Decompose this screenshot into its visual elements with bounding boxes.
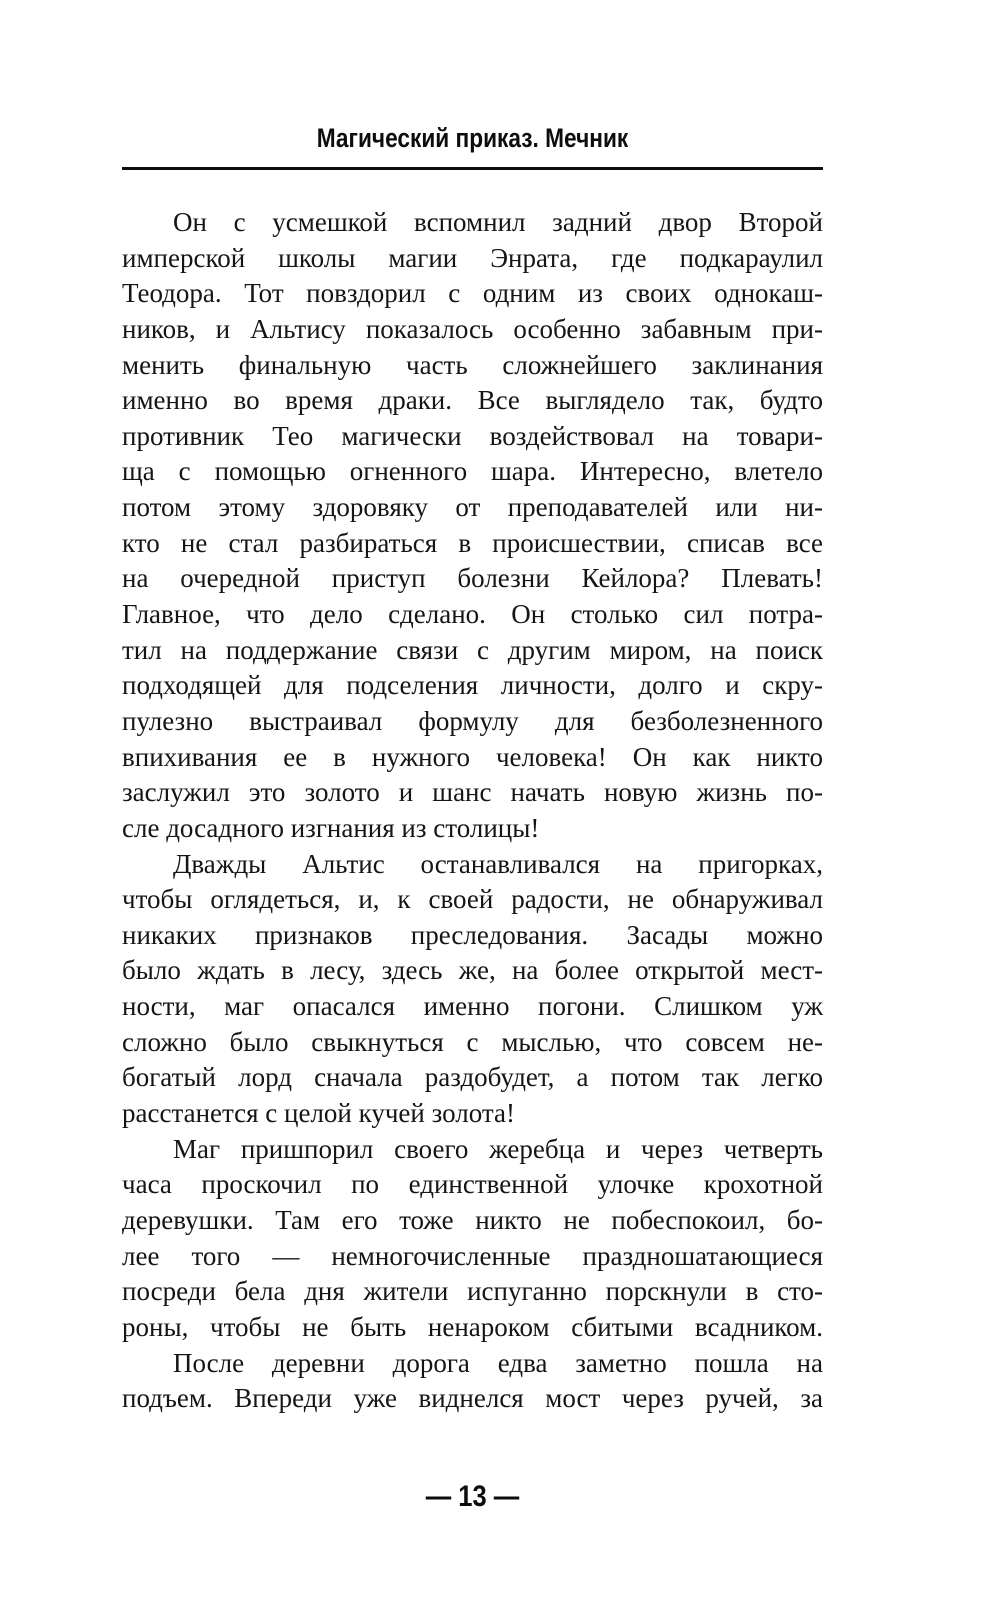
paragraph [122, 1132, 823, 1346]
text-line: расстанется с целой кучей золота! [122, 1098, 515, 1129]
text-line: кто не стал разбираться в происшествии, списав все [122, 527, 823, 558]
text-line: на очередной приступ болезни Кейлора? Плевать! [122, 563, 823, 594]
text-line: ности, маг опасался именно погони. Слишком уж [122, 991, 823, 1022]
text-line: именно во время драки. Все выглядело так, будто [122, 385, 823, 416]
text-line: сложно было свыкнуться с мыслью, что совсем не- [122, 1026, 823, 1057]
paragraph [122, 205, 823, 847]
text-line: ников, и Альтису показалось особенно забавным при- [122, 313, 823, 344]
text-line: Он с усмешкой вспомнил задний двор Второй [173, 207, 823, 237]
text-line: Теодора. Тот повздорил с одним из своих однокаш- [122, 278, 823, 309]
text-line: После деревни дорога едва заметно пошла на [173, 1347, 823, 1378]
text-line: посреди бела дня жители испуганно порскнули в сто- [122, 1276, 823, 1307]
text-line: потом этому здоровяку от преподавателей или ни- [122, 492, 823, 523]
text-line: противник Тео магически воздействовал на товари- [122, 420, 823, 451]
running-header-title: Магический приказ. Мечник [316, 123, 629, 153]
text-line: пулезно выстраивал формулу для безболезненного [122, 705, 823, 736]
text-line: было ждать в лесу, здесь же, на более открытой мест- [122, 955, 823, 986]
text-line: тил на поддержание связи с другим миром, на поиск [122, 634, 823, 665]
text-line: чтобы оглядеться, и, к своей радости, не обнаруживал [122, 884, 823, 915]
text-line: богатый лорд сначала раздобудет, а потом так легко [122, 1062, 823, 1093]
text-line: впихивания ее в нужного человека! Он как никто [122, 741, 823, 772]
text-line: имперской школы магии Энрата, где подкараулил [122, 242, 823, 273]
text-line: сле досадного изгнания из столицы! [122, 812, 540, 843]
text-line: менить финальную часть сложнейшего заклинания [122, 349, 823, 380]
text-line: ща с помощью огненного шара. Интересно, влетело [122, 456, 823, 487]
text-line: Главное, что дело сделано. Он столько сил потра- [122, 599, 823, 630]
text-line: никаких признаков преследования. Засады можно [122, 919, 823, 950]
text-line: часа проскочил по единственной улочке крохотной [122, 1169, 823, 1200]
text-line: деревушки. Там его тоже никто не побеспокоил, бо- [122, 1204, 823, 1235]
text-line: роны, чтобы не быть ненароком сбитыми всадником. [122, 1311, 823, 1342]
text-line: лее того — немногочисленные праздношатающиеся [122, 1240, 823, 1271]
paragraph [122, 847, 823, 1132]
page-number: — 13 — [425, 1480, 520, 1513]
text-line: подходящей для подселения личности, долго и скру- [122, 670, 823, 701]
page-text [122, 205, 823, 1417]
text-line: заслужил это золото и шанс начать новую жизнь по- [122, 777, 823, 808]
text-line: Маг пришпорил своего жеребца и через четверть [173, 1133, 823, 1164]
text-line: подъем. Впереди уже виднелся мост через ручей, за [122, 1383, 823, 1414]
paragraph [122, 1346, 823, 1417]
header-divider [122, 167, 823, 170]
text-line: Дважды Альтис останавливался на пригорках, [173, 848, 823, 879]
